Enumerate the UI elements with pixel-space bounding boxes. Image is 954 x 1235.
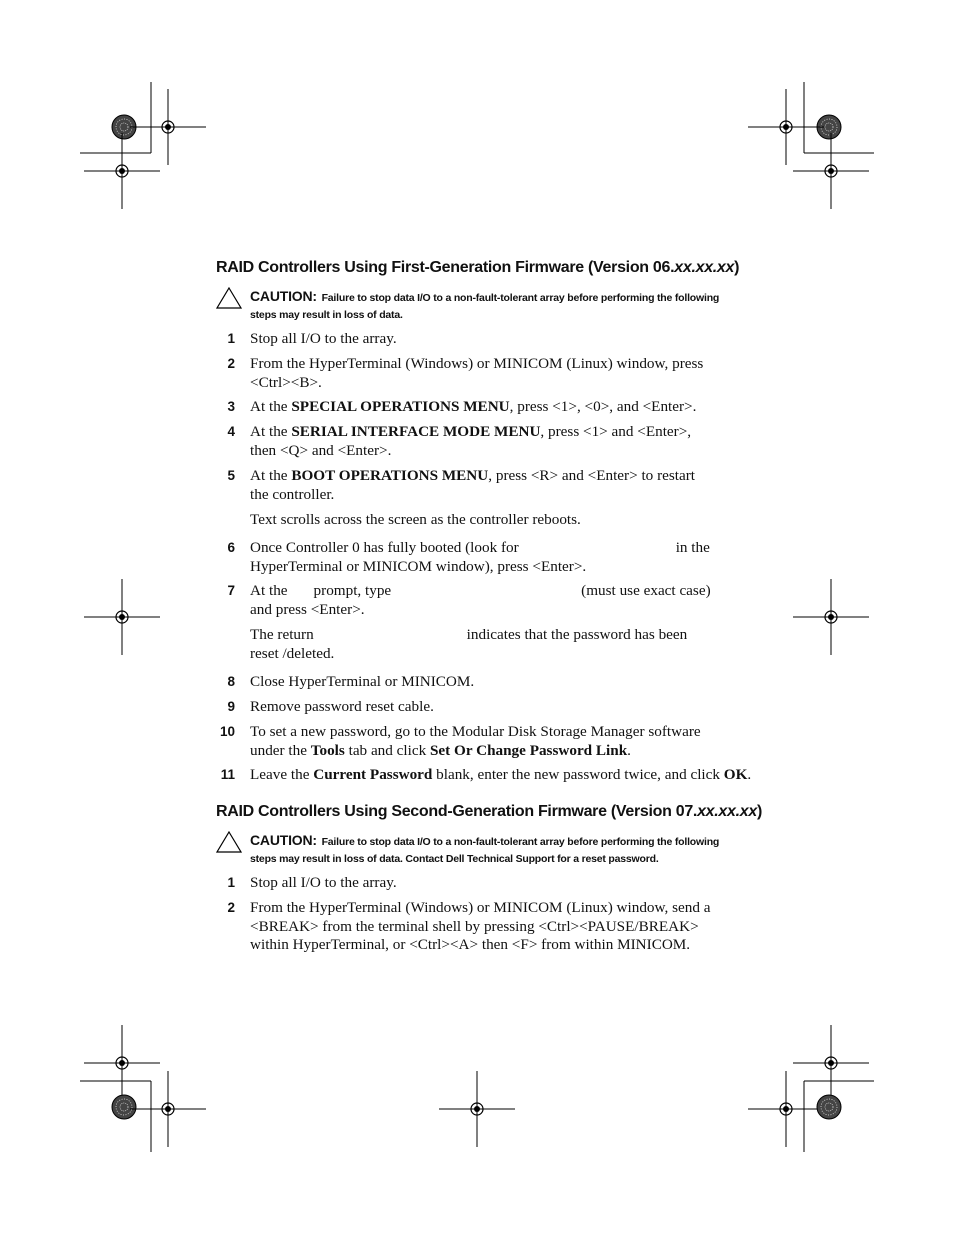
step-text: At the — [250, 423, 292, 440]
registration-mark-icon — [793, 133, 869, 209]
step-text: Leave the — [250, 766, 314, 783]
step-text: Stop all I/O to the array. — [250, 330, 397, 347]
step-text: At the — [250, 398, 292, 415]
caution-text-line2: steps may result in loss of data. — [250, 309, 403, 321]
color-target-icon — [817, 115, 841, 139]
registration-mark-icon — [84, 579, 160, 655]
step-note-text: reset /deleted. — [250, 644, 335, 662]
step-number: 3 — [227, 399, 235, 414]
step-text: the controller. — [250, 485, 335, 503]
menu-name: SERIAL INTERFACE MODE MENU — [291, 423, 541, 440]
step-text: At the — [250, 582, 288, 599]
caution-triangle-icon — [216, 287, 242, 309]
section1-heading-text: RAID Controllers Using First-Generation Firmware (Version 06. — [216, 259, 675, 276]
step-text: Close HyperTerminal or MINICOM. — [250, 673, 475, 690]
section2-heading-suffix: ) — [756, 803, 762, 820]
step-number: 9 — [227, 699, 235, 714]
ui-label-tools: Tools — [310, 741, 345, 759]
step-text: and press <Enter>. — [250, 600, 365, 618]
step-text: , press <1> and <Enter>, — [540, 423, 692, 440]
step-text: From the HyperTerminal (Windows) or MINICOM (Linux) window, send a — [250, 899, 711, 916]
menu-name: SPECIAL OPERATIONS MENU — [291, 398, 510, 415]
ui-label-ok: OK — [723, 766, 748, 783]
section2-heading-text: RAID Controllers Using Second-Generation Firmware (Version 07. — [216, 803, 698, 820]
section1-heading-version: xx.xx.xx — [674, 259, 735, 276]
step-text: prompt, type — [313, 582, 392, 599]
step-number: 10 — [219, 724, 235, 739]
step-number: 2 — [227, 900, 235, 915]
step-text: . — [627, 741, 631, 759]
color-target-icon — [112, 1095, 136, 1119]
step-number: 6 — [227, 540, 235, 555]
step-note — [250, 626, 740, 663]
caution-triangle-icon — [216, 831, 242, 853]
section2-heading-version: xx.xx.xx — [697, 803, 757, 820]
registration-mark-icon — [439, 1071, 515, 1147]
step-note-text: indicates that the password has been — [466, 626, 688, 643]
ui-label-password-link: Set Or Change Password Link — [429, 741, 628, 759]
caution-text-line1: Failure to stop data I/O to a non-fault-tolerant array before performing the following — [321, 292, 720, 304]
step-text: , press <R> and <Enter> to restart — [488, 467, 696, 484]
step-text: Stop all I/O to the array. — [250, 874, 397, 891]
step-number: 11 — [220, 767, 235, 782]
registration-mark-icon — [748, 1071, 824, 1147]
step-note: Text scrolls across the screen as the controller reboots. — [250, 511, 581, 528]
step-text: To set a new password, go to the Modular Disk Storage Manager software — [250, 723, 701, 740]
registration-mark-icon — [130, 89, 206, 165]
step-text: <BREAK> from the terminal shell by pressing <Ctrl><PAUSE/BREAK> — [250, 917, 699, 935]
menu-name: BOOT OPERATIONS MENU — [291, 467, 489, 484]
registration-mark-icon — [130, 1071, 206, 1147]
registration-mark-icon — [748, 89, 824, 165]
step-text: blank, enter the new password twice, and click — [432, 766, 724, 783]
registration-mark-icon — [84, 133, 160, 209]
step-text: within HyperTerminal, or <Ctrl><A> then <F> from within MINICOM. — [250, 936, 691, 953]
section2-heading — [216, 803, 762, 821]
step-text: At the — [250, 467, 292, 484]
step-text: (must use exact case) — [581, 582, 711, 599]
step-text: Once Controller 0 has fully booted (look for — [250, 539, 519, 556]
step-text: From the HyperTerminal (Windows) or MINICOM (Linux) window, press — [250, 355, 704, 372]
section1-heading-suffix: ) — [734, 259, 740, 276]
color-target-icon — [112, 115, 136, 139]
step-number: 4 — [227, 424, 235, 439]
step-number: 1 — [227, 331, 235, 346]
step-number: 7 — [227, 583, 235, 598]
step-text: in the — [675, 539, 710, 556]
step-number: 1 — [227, 875, 235, 890]
step-text: HyperTerminal or MINICOM window), press <Enter>. — [250, 557, 587, 575]
step-text: under the — [250, 741, 311, 759]
caution-text-line1: Failure to stop data I/O to a non-fault-tolerant array before performing the following — [321, 836, 720, 848]
caution-label: CAUTION: — [250, 288, 317, 304]
registration-mark-icon — [793, 579, 869, 655]
registration-mark-icon — [793, 1025, 869, 1101]
step-text: Remove password reset cable. — [250, 698, 434, 715]
step-number: 5 — [227, 468, 235, 483]
ui-label-current-password: Current Password — [313, 766, 433, 783]
caution-label: CAUTION: — [250, 832, 317, 848]
step-text: tab and click — [344, 741, 430, 759]
section1-heading — [216, 259, 739, 277]
color-target-icon — [817, 1095, 841, 1119]
step-note-text: The return — [250, 626, 314, 643]
step-text: . — [747, 766, 752, 783]
step-text: , press <1>, <0>, and <Enter>. — [509, 398, 697, 415]
step-text: then <Q> and <Enter>. — [250, 441, 392, 459]
caution-text-line2: steps may result in loss of data. Contact Dell Technical Support for a reset password. — [250, 853, 659, 865]
registration-mark-icon — [84, 1025, 160, 1101]
step-number: 8 — [227, 674, 235, 689]
step-text: <Ctrl><B>. — [250, 373, 322, 391]
step-number: 2 — [227, 356, 235, 371]
